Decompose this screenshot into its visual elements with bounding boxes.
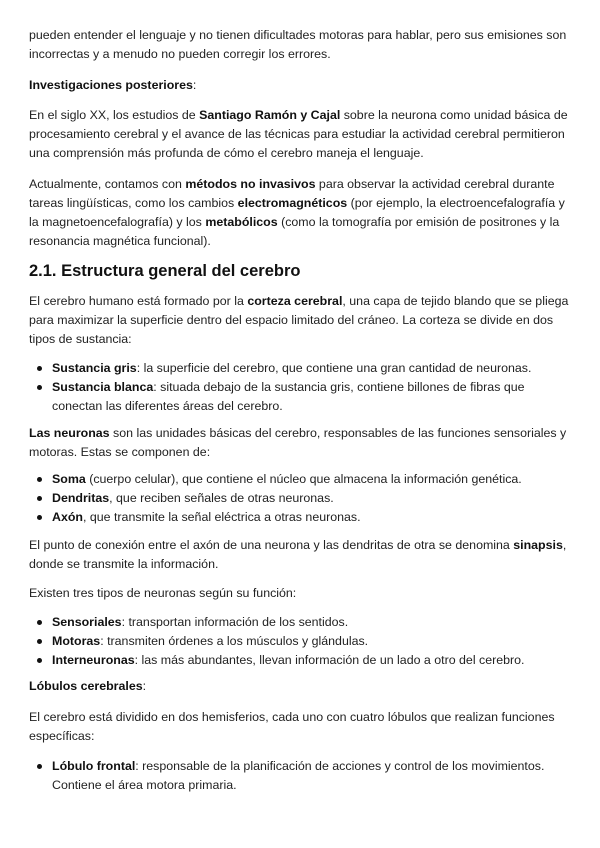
lobulos-heading-text: Lóbulos cerebrales: [29, 679, 143, 693]
list-item-desc: : responsable de la planificación de acciones y control de los movimientos. Contiene el área motora primaria.: [52, 759, 545, 792]
cerebro-text-2: , una capa de tejido blando que se pliega para maximizar la superficie dentro del espacio limitado del cráneo. La corteza se divide en dos tipos de sustancia:: [29, 294, 569, 346]
cerebro-paragraph: [29, 292, 577, 349]
list-item-term: Interneuronas: [52, 653, 135, 667]
cerebro-bold-1: corteza cerebral: [247, 294, 343, 308]
list-item-desc: , que reciben señales de otras neuronas.: [109, 491, 334, 505]
list-item: [29, 757, 577, 795]
list-item-desc: (cuerpo celular), que contiene el núcleo que almacena la información genética.: [85, 472, 522, 486]
list-item-term: Sustancia gris: [52, 361, 137, 375]
list-item-desc: : las más abundantes, llevan información de un lado a otro del cerebro.: [134, 653, 525, 667]
list-item: [29, 508, 577, 527]
siglo-xx-paragraph: [29, 106, 577, 163]
lobulos-colon: :: [142, 679, 147, 693]
siglo-xx-text-1: En el siglo XX, los estudios de: [29, 108, 200, 122]
neuronas-bold-1: Las neuronas: [29, 426, 110, 440]
actual-bold-2: electromagnéticos: [237, 196, 348, 210]
neuronas-text-1: son las unidades básicas del cerebro, responsables de las funciones sensoriales y motoras. Estas se componen de:: [29, 426, 567, 459]
list-item-term: Axón: [52, 510, 83, 524]
list-item-desc: : transmiten órdenes a los músculos y glándulas.: [100, 634, 369, 648]
section-title: 2.1. Estructura general del cerebro: [29, 262, 301, 280]
neuronas-paragraph: [29, 424, 577, 462]
list-item-desc: : transportan información de los sentidos.: [121, 615, 349, 629]
siglo-xx-bold-1: Santiago Ramón y Cajal: [199, 108, 341, 122]
actualmente-paragraph: [29, 175, 577, 251]
list-item-term: Dendritas: [52, 491, 110, 505]
list-item: [29, 651, 577, 670]
sinapsis-text-1: El punto de conexión entre el axón de una neurona y las dendritas de otra se denomina: [29, 538, 514, 552]
list-item-term: Sensoriales: [52, 615, 122, 629]
list-item-term: Motoras: [52, 634, 101, 648]
intro-text: pueden entender el lenguaje y no tienen dificultades motoras para hablar, pero sus emisiones son incorrectas y a menudo no pueden corregir los errores.: [29, 28, 567, 61]
list-item: [29, 613, 577, 632]
sinapsis-text-2: , donde se transmite la información.: [29, 538, 567, 571]
actual-bold-3: metabólicos: [205, 215, 278, 229]
actual-text-3: (por ejemplo, la electroencefalografía y la magnetoencefalografía) y los: [29, 196, 565, 229]
list-item-desc: , que transmite la señal eléctrica a otras neuronas.: [82, 510, 361, 524]
hemisferios-paragraph: [29, 708, 577, 746]
siglo-xx-text-2: sobre la neurona como unidad básica de procesamiento cerebral y el avance de las técnicas para estudiar la actividad cerebral permitieron una comprensión más profunda de cómo el cerebro maneja el lenguaje.: [29, 108, 568, 160]
investigaciones-heading: [29, 76, 577, 95]
tipos-intro-paragraph: [29, 584, 577, 603]
sinapsis-paragraph: [29, 536, 577, 574]
hemisferios-text: El cerebro está dividido en dos hemisferios, cada uno con cuatro lóbulos que realizan funciones específicas:: [29, 710, 555, 743]
list-item-desc: : situada debajo de la sustancia gris, contiene billones de fibras que conectan las diferentes áreas del cerebro.: [52, 380, 525, 413]
list-item: [29, 632, 577, 651]
list-item: [29, 359, 577, 378]
intro-paragraph: [29, 26, 577, 64]
lobulos-heading: [29, 677, 577, 696]
actual-text-2: para observar la actividad cerebral durante tareas lingüísticas, como los cambios: [29, 177, 555, 210]
investigaciones-colon: :: [192, 78, 197, 92]
sinapsis-bold-1: sinapsis: [513, 538, 563, 552]
actual-text-4: (como la tomografía por emisión de positrones y la resonancia magnética funcional).: [29, 215, 560, 248]
sustancias-list: [29, 359, 577, 416]
list-item-desc: : la superficie del cerebro, que contiene una gran cantidad de neuronas.: [136, 361, 532, 375]
lobulos-list: [29, 757, 577, 795]
list-item-term: Soma: [52, 472, 86, 486]
list-item: [29, 489, 577, 508]
list-item: [29, 378, 577, 416]
investigaciones-heading-text: Investigaciones posteriores: [29, 78, 193, 92]
actual-bold-1: métodos no invasivos: [185, 177, 316, 191]
tipos-intro-text: Existen tres tipos de neuronas según su función:: [29, 586, 297, 600]
list-item: [29, 470, 577, 489]
partes-neurona-list: [29, 470, 577, 527]
actual-text-1: Actualmente, contamos con: [29, 177, 186, 191]
list-item-term: Lóbulo frontal: [52, 759, 136, 773]
cerebro-text-1: El cerebro humano está formado por la: [29, 294, 248, 308]
list-item-term: Sustancia blanca: [52, 380, 154, 394]
tipos-neuronas-list: [29, 613, 577, 670]
